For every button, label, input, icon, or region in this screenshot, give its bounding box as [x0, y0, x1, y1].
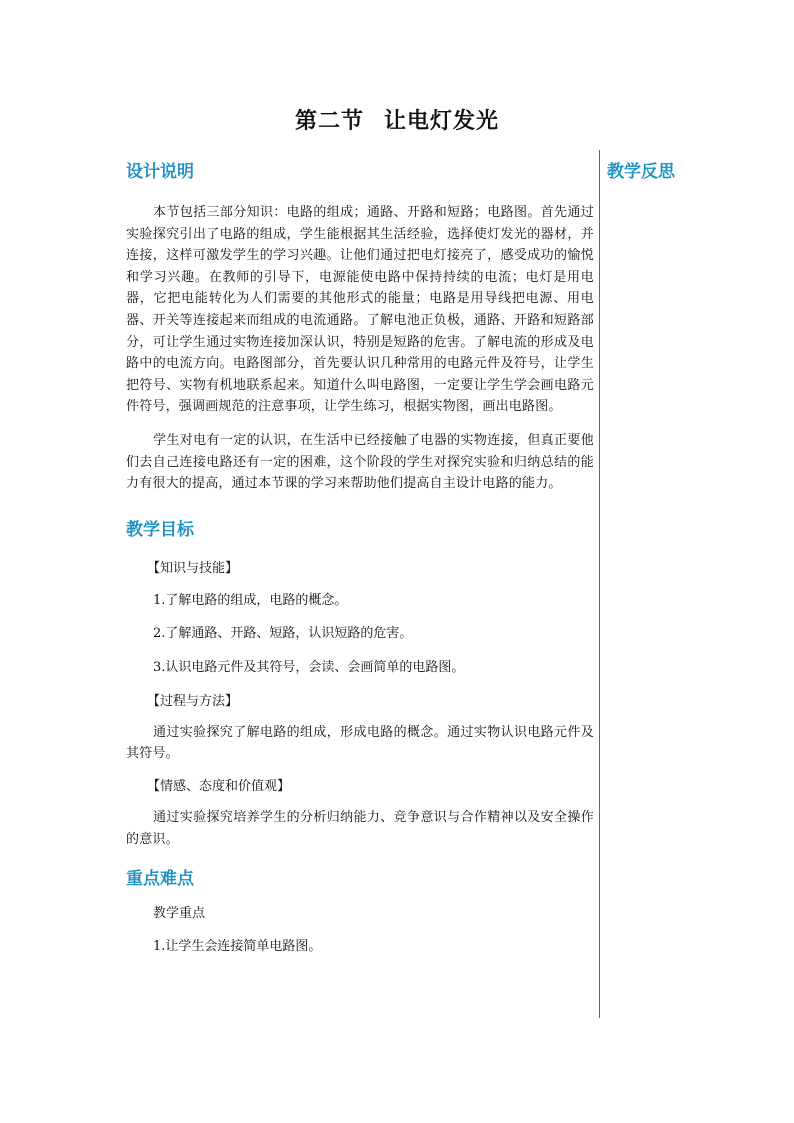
- emotion-values-heading: 【情感、态度和价值观】: [147, 778, 291, 794]
- knowledge-item-1: 1.了解电路的组成，电路的概念。: [153, 592, 348, 608]
- key-point-item-1: 1.让学生会连接简单电路图。: [153, 939, 322, 955]
- title-section-number: 第二节: [294, 108, 364, 134]
- process-method-text: 通过实验探究了解电路的组成，形成电路的概念。通过实物认识电路元件及其符号。: [126, 724, 594, 762]
- design-paragraph-2: 学生对电有一定的认识，在生活中已经接触了电器的实物连接，但真正要他们去自己连接电路还有一定的困难，这个阶段的学生对探究实验和归纳总结的能力有很大的提高，通过本节课的学习来帮助他们提高自主设计电路的能力。: [126, 432, 594, 492]
- reflection-column: [607, 160, 675, 184]
- column-divider: [599, 150, 600, 1018]
- design-paragraph-1: 本节包括三部分知识：电路的组成；通路、开路和短路；电路图。首先通过实验探究引出了电路的组成，学生能根据其生活经验，选择使灯发光的器材，并连接，这样可激发学生的学习兴趣。让他们通过把电灯接亮了，感受成功的愉悦和学习兴趣。在教师的引导下，电源能使电路中保持持续的电流；电灯是用电器，它把电能转化为人们需要的其他形式的能量；电路是用导线把电源、用电器、开关等连接起来而组成的电流通路。了解电池正负极，通路、开路和短路部分，可让学生通过实物连接加深认识，特别是短路的危害。了解电流的形成及电路中的电流方向。电路图部分，首先要认识几种常用的电路元件及符号，让学生把符号、实物有机地联系起来。知道什么叫电路图，一定要让学生学会画电路元件符号，强调画规范的注意事项，让学生练习，根据实物图，画出电路图。: [126, 205, 594, 415]
- knowledge-item-3: 3.认识电路元件及其符号，会读、会画简单的电路图。: [153, 659, 465, 675]
- knowledge-item-2: 2.了解通路、开路、短路，认识短路的危害。: [153, 625, 413, 641]
- key-points-heading: 重点难点: [126, 869, 194, 890]
- main-column: [126, 150, 594, 957]
- title-lesson-name: 让电灯发光: [384, 108, 500, 134]
- process-method-heading: 【过程与方法】: [147, 693, 239, 709]
- design-heading: 设计说明: [126, 162, 194, 182]
- goals-heading: 教学目标: [126, 519, 194, 540]
- key-points-subheading: 教学重点: [153, 906, 206, 922]
- reflection-heading: 教学反思: [607, 162, 675, 182]
- emotion-values-text: 通过实验探究培养学生的分析归纳能力、竞争意识与合作精神以及安全操作的意识。: [126, 809, 594, 847]
- page-title: [0, 104, 794, 135]
- knowledge-skills-heading: 【知识与技能】: [147, 560, 239, 576]
